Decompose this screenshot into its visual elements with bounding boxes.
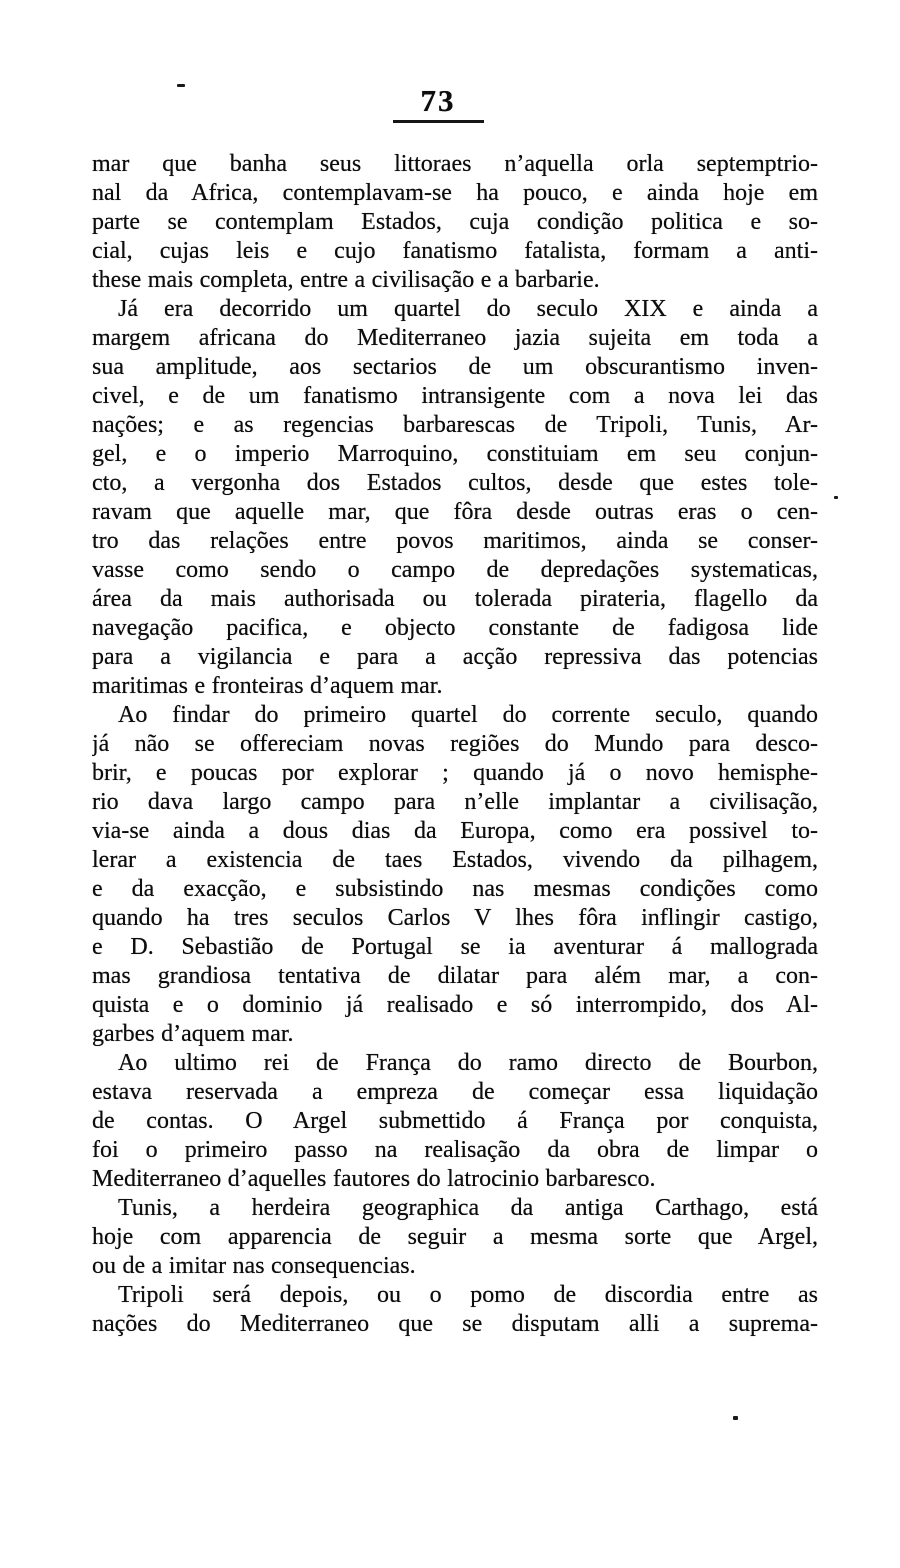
text-line: rio dava largo campo para n’elle implantar a civilisação, [92,789,818,815]
text-line: Tunis, a herdeira geographica da antiga Carthago, está [118,1195,818,1221]
paragraph [92,1194,818,1281]
text-line: civel, e de um fanatismo intransigente com a nova lei das [92,383,818,409]
text-line: Já era decorrido um quartel do seculo XIX e ainda a [118,296,818,322]
text-line: nações; e as regencias barbarescas de Tripoli, Tunis, Ar- [92,412,818,438]
text-line: e D. Sebastião de Portugal se ia aventurar á mallograda [92,934,818,960]
text-line: mar que banha seus littoraes n’aquella orla septemptrio- [92,151,818,177]
text-line: maritimas e fronteiras d’aquem mar. [92,673,443,699]
text-line: margem africana do Mediterraneo jazia sujeita em toda a [92,325,818,351]
body-text [92,150,818,1339]
text-line: cial, cujas leis e cujo fanatismo fatalista, formam a anti- [92,238,818,264]
text-line: foi o primeiro passo na realisação da obra de limpar o [92,1137,818,1163]
paragraph [92,295,818,701]
text-line: cto, a vergonha dos Estados cultos, desde que estes tole- [92,470,818,496]
text-line: Ao findar do primeiro quartel do corrente seculo, quando [118,702,818,728]
text-line: de contas. O Argel submettido á França por conquista, [92,1108,818,1134]
paragraph [92,701,818,1049]
paragraph [92,150,818,295]
ink-speck [733,1416,738,1420]
text-line: mas grandiosa tentativa de dilatar para além mar, a con- [92,963,818,989]
text-line: these mais completa, entre a civilisação e a barbarie. [92,267,600,293]
text-line: e da exacção, e subsistindo nas mesmas condições como [92,876,818,902]
text-line: estava reservada a empreza de começar essa liquidação [92,1079,818,1105]
ink-speck [834,496,838,499]
text-line: gel, e o imperio Marroquino, constituiam em seu conjun- [92,441,818,467]
text-line: garbes d’aquem mar. [92,1021,294,1047]
text-line: lerar a existencia de taes Estados, vivendo da pilhagem, [92,847,818,873]
text-line: tro das relações entre povos maritimos, ainda se conser- [92,528,818,554]
text-line: ou de a imitar nas consequencias. [92,1253,416,1279]
text-line: quista e o dominio já realisado e só interrompido, dos Al- [92,992,818,1018]
text-line: já não se offereciam novas regiões do Mundo para desco- [92,731,818,757]
text-line: via-se ainda a dous dias da Europa, como era possivel to- [92,818,818,844]
text-line: navegação pacifica, e objecto constante de fadigosa lide [92,615,818,641]
page-header [92,84,818,123]
text-line: hoje com apparencia de seguir a mesma sorte que Argel, [92,1224,818,1250]
text-line: quando ha tres seculos Carlos V lhes fôra inflingir castigo, [92,905,818,931]
text-line: Mediterraneo d’aquelles fautores do latrocinio barbaresco. [92,1166,656,1192]
paragraph [92,1049,818,1194]
text-line: Tripoli será depois, ou o pomo de discordia entre as [118,1282,818,1308]
text-line: brir, e poucas por explorar ; quando já o novo hemisphe- [92,760,818,786]
text-line: vasse como sendo o campo de depredações systematicas, [92,557,818,583]
text-line: sua amplitude, aos sectarios de um obscurantismo inven- [92,354,818,380]
text-line: área da mais authorisada ou tolerada pirateria, flagello da [92,586,818,612]
text-line: nações do Mediterraneo que se disputam alli a suprema- [92,1311,818,1337]
page-number: 73 [393,84,484,123]
paragraph [92,1281,818,1339]
text-line: parte se contemplam Estados, cuja condição politica e so- [92,209,818,235]
text-line: ravam que aquelle mar, que fôra desde outras eras o cen- [92,499,818,525]
text-line: Ao ultimo rei de França do ramo directo de Bourbon, [118,1050,818,1076]
text-line: nal da Africa, contemplavam-se ha pouco, e ainda hoje em [92,180,818,206]
text-line: para a vigilancia e para a acção repressiva das potencias [92,644,818,670]
